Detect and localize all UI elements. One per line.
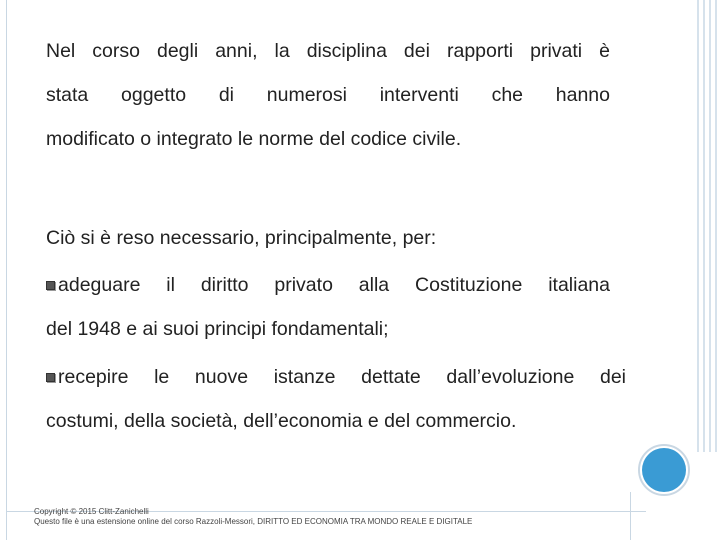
copyright-footer (34, 507, 472, 527)
copyright-line: Questo file è una estensione online del corso Razzoli-Messori, DIRITTO ED ECONOMIA TRA MONDO REALE E DIGITALE (34, 517, 473, 526)
square-bullet-icon (46, 373, 55, 382)
frame-left-line (6, 0, 7, 540)
decorative-circle-icon (642, 448, 686, 492)
square-bullet-icon (46, 281, 55, 290)
frame-right-stripe (697, 0, 699, 452)
bullet-line: costumi, della società, dell’economia e del commercio. (46, 410, 517, 432)
bullet-item (46, 263, 610, 351)
bullet-line: del 1948 e ai suoi principi fondamentali; (46, 318, 389, 340)
intro-line: modificato o integrato le norme del codice civile. (46, 128, 462, 150)
bullet-line (46, 263, 610, 307)
intro-paragraph (46, 29, 610, 161)
bullet-text: recepire le nuove istanze dettate dall’evoluzione dei (58, 366, 626, 388)
bullet-text: adeguare il diritto privato alla Costituzione italiana (58, 274, 610, 296)
bullet-item (46, 355, 626, 443)
lead-paragraph: Ciò si è reso necessario, principalmente, per: (46, 227, 437, 249)
copyright-line: Copyright © 2015 Clitt-Zanichelli (34, 507, 149, 516)
frame-right-stripe (703, 0, 705, 452)
frame-right-stripe (715, 0, 717, 452)
decorative-line (630, 492, 631, 540)
frame-right-stripe (709, 0, 711, 452)
bullet-line (46, 355, 626, 399)
intro-line: Nel corso degli anni, la disciplina dei rapporti privati è (46, 40, 610, 62)
intro-line: stata oggetto di numerosi interventi che hanno (46, 84, 610, 106)
